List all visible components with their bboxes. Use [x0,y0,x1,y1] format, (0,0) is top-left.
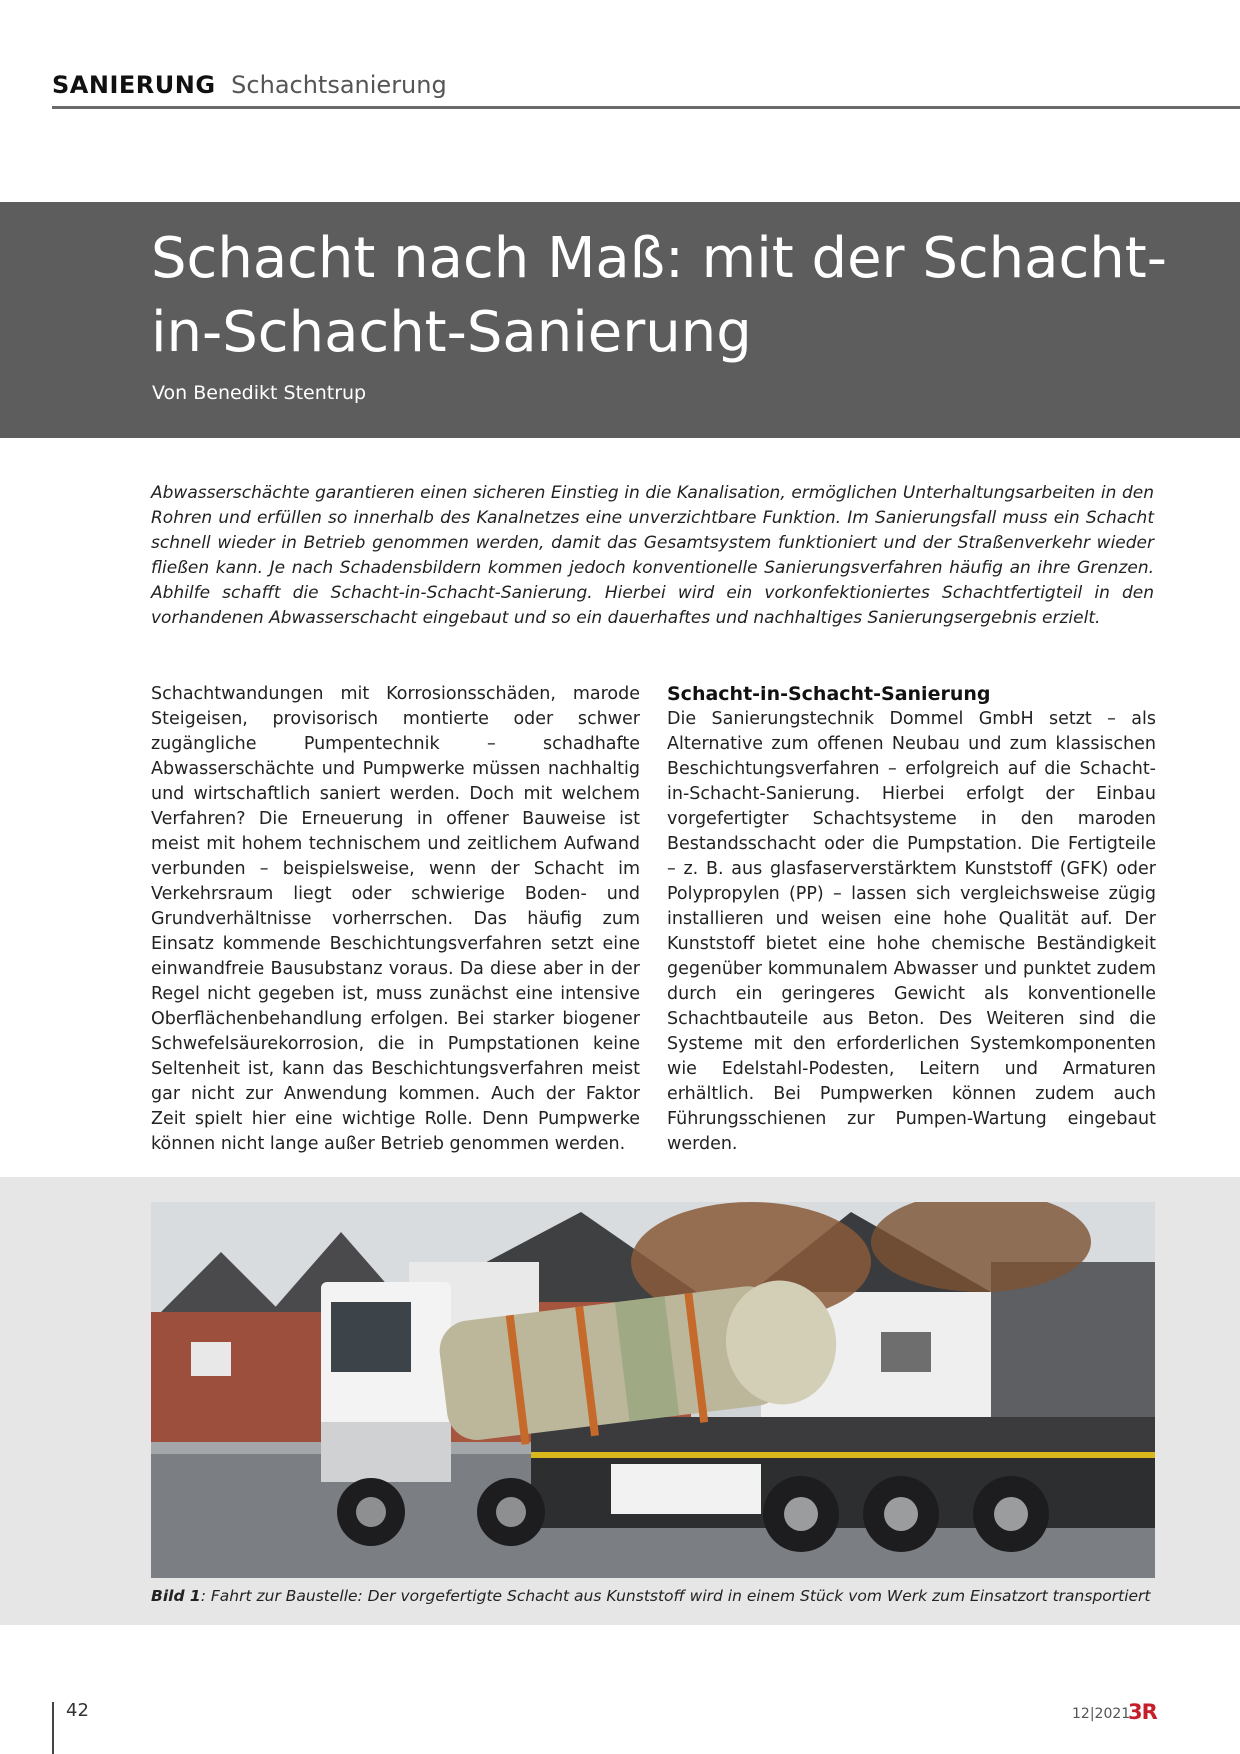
section-topic: Schachtsanierung [231,71,447,99]
truck-photo [151,1202,1155,1578]
article-byline: Von Benedikt Stentrup [152,382,367,404]
column-right-text: Die Sanierungstechnik Dommel GmbH setzt – als Alternative zum offenen Neubau und zum klassischen Beschichtungsverfahren – erfolgreich auf die Schacht-in-Schacht-Sanierung. Hierbei erfolgt der Einbau vorgefertigter Schachtsysteme in den maroden Bestandsschacht oder die Pumpstation. Die Fertigteile – z. B. aus glasfaserverstärktem Kunststoff (GFK) oder Polypropylen (PP) – lassen sich vergleichsweise zügig installieren und weisen eine hohe Qualität auf. Der Kunststoff bietet eine hohe chemische Beständigkeit gegenüber kommunalem Abwasser und punktet zudem durch ein geringeres Gewicht als konventionelle Schachtbauteile aus Beton. Des Weiteren sind die Systeme mit den erforderlichen Systemkomponenten wie Edelstahl-Podesten, Leitern und Armaturen erhältlich. Bei Pumpwerken können zudem auch Führungsschienen zur Pumpen-Wartung eingebaut werden. [667,709,1156,1154]
magazine-logo: 3R [1128,1700,1157,1724]
issue-label: 12|2021 [1072,1706,1131,1722]
header-rule [52,106,1240,109]
article-lead: Abwasserschächte garantieren einen sicheren Einstieg in die Kanalisation, ermöglichen Unterhaltungsarbeiten in den Rohren und erfüllen so innerhalb des Kanalnetzes eine unverzichtbare Funktion. Im Sanierungsfall muss ein Schacht schnell wieder in Betrieb genommen werden, damit das Gesamtsystem funktioniert und der Straßenverkehr wieder fließen kann. Je nach Schadensbildern kommen jedoch konventionelle Sanierungsverfahren häufig an ihre Grenzen. Abhilfe schafft die Schacht-in-Schacht-Sanierung. Hierbei wird ein vorkonfektioniertes Schachtfertigteil in den vorhandenen Abwasserschacht eingebaut und so ein dauerhaftes und nachhaltiges Sanierungsergebnis erzielt. [151,483,1154,628]
page-number: 42 [66,1700,89,1721]
figure-caption-text: : Fahrt zur Baustelle: Der vorgefertigte Schacht aus Kunststoff wird in einem Stück vom Werk zum Einsatzort transportiert [200,1587,1151,1605]
figure-label: Bild 1 [151,1587,201,1605]
section-heading: Schacht-in-Schacht-Sanierung [667,683,991,705]
figure-caption [151,1585,1155,1607]
column-right [667,682,1156,1157]
column-left-text: Schachtwandungen mit Korrosionsschäden, marode Steigeisen, provisorisch montierte oder schwer zugängliche Pumpentechnik – schadhafte Abwasserschächte und Pumpwerke müssen nachhaltig und wirtschaftlich saniert werden. Doch mit welchem Verfahren? Die Erneuerung in offener Bauweise ist meist mit hohem technischem und zeitlichem Aufwand verbunden – beispielsweise, wenn der Schacht im Verkehrsraum liegt oder schwierige Boden- und Grundverhältnisse vorherrschen. Das häufig zum Einsatz kommende Beschichtungsverfahren setzt eine einwandfreie Bausubstanz voraus. Da diese aber in der Regel nicht gegeben ist, muss zunächst eine intensive Oberflächenbehandlung erfolgen. Bei starker biogener Schwefelsäurekorrosion, die in Pumpstationen keine Seltenheit ist, kann das Beschichtungsverfahren meist gar nicht zur Anwendung kommen. Auch der Faktor Zeit spielt hier eine wichtige Rolle. Denn Pumpwerke können nicht lange außer Betrieb genommen werden. [151,684,640,1154]
footer-rule [52,1702,54,1754]
running-head [52,68,1240,102]
section-kicker: SANIERUNG [52,71,216,99]
article-title: Schacht nach Maß: mit der Schacht-in-Schacht-Sanierung [151,226,1167,365]
